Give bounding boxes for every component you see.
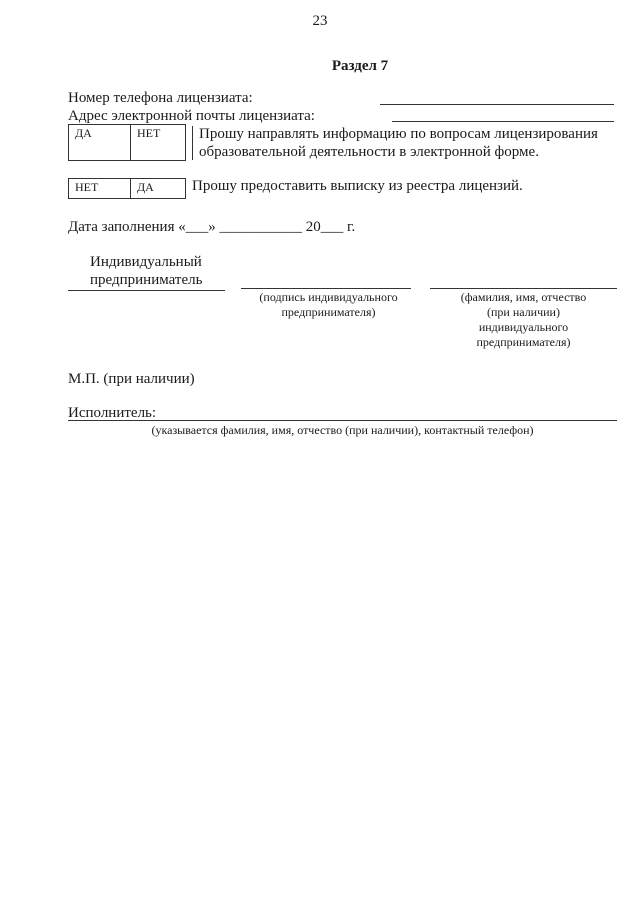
- full-name-caption-line-2: (при наличии): [487, 305, 560, 319]
- electronic-info-choice-box: [68, 124, 186, 161]
- phone-label: Номер телефона лицензиата:: [68, 90, 253, 106]
- registry-extract-no-option[interactable]: НЕТ: [75, 180, 99, 194]
- phone-field[interactable]: [380, 104, 614, 105]
- electronic-info-text-line-1: Прошу направлять информацию по вопросам лицензирования: [199, 126, 598, 142]
- full-name-field[interactable]: [430, 288, 617, 289]
- executor-label: Исполнитель:: [68, 405, 157, 421]
- signatory-role-line-2: предприниматель: [90, 272, 203, 288]
- full-name-caption-line-3: индивидуального: [478, 320, 569, 334]
- page-number: 23: [312, 13, 328, 29]
- full-name-caption-line-1: (фамилия, имя, отчество: [460, 290, 587, 304]
- email-label: Адрес электронной почты лицензиата:: [68, 108, 315, 124]
- email-field[interactable]: [392, 121, 614, 122]
- signatory-role-line-1: Индивидуальный: [90, 254, 202, 270]
- signature-field[interactable]: [241, 288, 411, 289]
- electronic-info-text-line-2: образовательной деятельности в электронной форме.: [199, 144, 539, 160]
- electronic-info-no-option[interactable]: НЕТ: [130, 125, 185, 160]
- fill-date-line[interactable]: Дата заполнения «___» ___________ 20___ г.: [68, 219, 356, 235]
- electronic-info-divider: [192, 126, 193, 160]
- seal-label: М.П. (при наличии): [68, 371, 195, 387]
- signature-caption-line-2: предпринимателя): [281, 305, 376, 319]
- electronic-info-yes-option[interactable]: ДА: [75, 126, 92, 140]
- registry-extract-yes-option[interactable]: ДА: [130, 179, 185, 198]
- registry-extract-choice-box: [68, 178, 186, 199]
- executor-caption: (указывается фамилия, имя, отчество (при наличии), контактный телефон): [151, 423, 534, 437]
- executor-field[interactable]: [68, 420, 617, 421]
- signature-caption-line-1: (подпись индивидуального: [259, 290, 398, 304]
- full-name-caption-line-4: предпринимателя): [476, 335, 571, 349]
- signatory-role-underline: [68, 290, 225, 291]
- registry-extract-text: Прошу предоставить выписку из реестра лицензий.: [192, 178, 523, 194]
- section-title: Раздел 7: [331, 58, 389, 74]
